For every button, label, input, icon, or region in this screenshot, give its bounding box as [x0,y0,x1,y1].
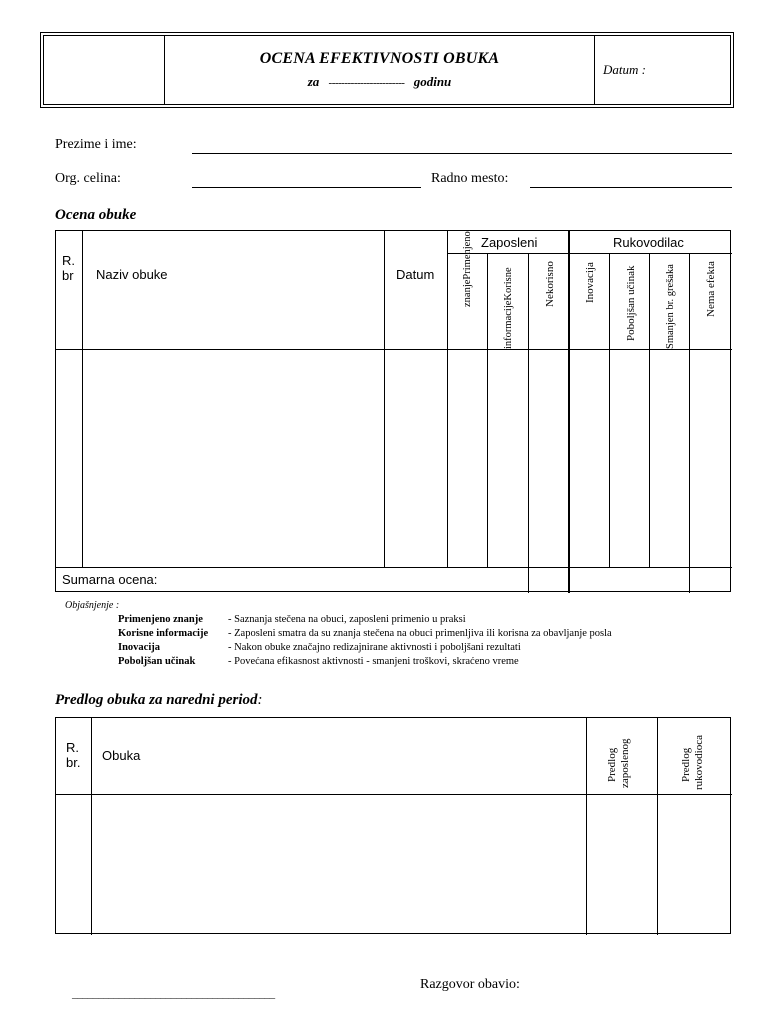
position-label: Radno mesto: [431,171,509,186]
section-proposal-title [55,692,263,709]
name-label: Prezime i ime: [55,137,137,152]
explanation-row [65,655,612,669]
header-logo-cell [44,36,165,104]
t1-col-rbr: R. br [62,253,75,283]
t1-vline [568,231,570,593]
year-blank[interactable]: ------------------------ [328,77,405,89]
explanation-block [65,600,612,669]
form-subtitle [165,74,594,90]
interviewer-label: Razgovor obavio: [420,977,520,992]
subtitle-prefix: za [307,74,320,89]
t1-col-improved-performance: Poboljšan učinak [625,265,637,341]
header-title-cell [165,36,595,104]
t1-group-manager: Rukovodilac [613,235,684,250]
org-label: Org. celina: [55,171,121,186]
explanation-desc: - Saznanja stečena na obuci, zaposleni primenio u praksi [228,614,466,625]
form-title: OCENA EFEKTIVNOSTI OBUKA [259,50,500,67]
org-field[interactable] [192,187,421,188]
explanation-term: Poboljšan učinak [118,656,196,667]
t2-col-employee-proposal-l2: zaposlenog [619,738,631,788]
t1-summary-label: Sumarna ocena: [62,572,158,587]
header-date-cell[interactable] [595,36,730,104]
date-label: Datum : [603,62,646,77]
explanation-desc: - Zaposleni smatra da su znanja stečena na obuci primenljiva ili korisna za obavljanje posla [228,628,612,639]
t1-col-not-useful: Nekorisno [544,261,556,307]
explanation-term: Korisne informacije [118,628,209,639]
t1-vline [487,253,488,567]
explanation-term: Primenjeno znanje [118,614,203,625]
t1-col-no-effect: Nema efekta [705,261,717,317]
section-proposal-title-colon: : [257,692,263,708]
explanation-title: Objašnjenje : [65,600,120,611]
t1-col-applied-knowledge: znanjePrimenjeno [462,231,473,307]
t1-vline [447,231,448,567]
t2-vline [657,718,658,935]
t2-col-manager-proposal-l1: Predlog [680,747,692,782]
explanation-desc: - Povećana efikasnost aktivnosti - smanjeni troškovi, skraćeno vreme [228,656,519,667]
subtitle-suffix: godinu [413,74,452,89]
t1-vline [609,253,610,567]
t1-col-innovation: Inovacija [584,262,596,303]
name-field[interactable] [192,153,732,154]
t2-col-rbr: R. br. [66,740,81,770]
position-field[interactable] [530,187,732,188]
signature-line[interactable]: _______________________________________ [72,988,275,1000]
t1-hline [447,253,732,254]
t1-vline [689,253,690,593]
t1-vline [384,231,385,567]
t2-col-training: Obuka [102,748,141,763]
t1-col-fewer-errors: Smanjen br. grešaka [665,264,676,349]
t1-col-useful-info: informacijeKorisne [503,267,514,349]
t1-vline [649,253,650,567]
t2-col-manager-proposal-l2: rukovodioca [693,735,705,790]
t1-group-employee: Zaposleni [481,235,538,250]
t2-body-cell[interactable] [92,795,586,934]
explanation-term: Inovacija [118,642,160,653]
t1-col-name: Naziv obuke [96,267,168,282]
explanation-desc: - Nakon obuke značajno redizajnirane aktivnosti i poboljšani rezultati [228,642,521,653]
training-evaluation-table [55,230,731,592]
t2-col-employee-proposal-l1: Predlog [606,747,618,782]
t1-col-date: Datum [396,267,435,282]
section-training-evaluation-title: Ocena obuke [55,207,137,223]
explanation-row [65,613,612,627]
t2-vline [586,718,587,935]
t1-body-cell[interactable] [83,350,383,566]
t1-hline [56,567,732,568]
t1-vline [528,253,529,593]
training-proposal-table [55,717,731,934]
form-header [43,35,731,105]
explanation-row [65,641,612,655]
section-proposal-title-text: Predlog obuka za naredni period [55,692,258,708]
explanation-row [65,627,612,641]
